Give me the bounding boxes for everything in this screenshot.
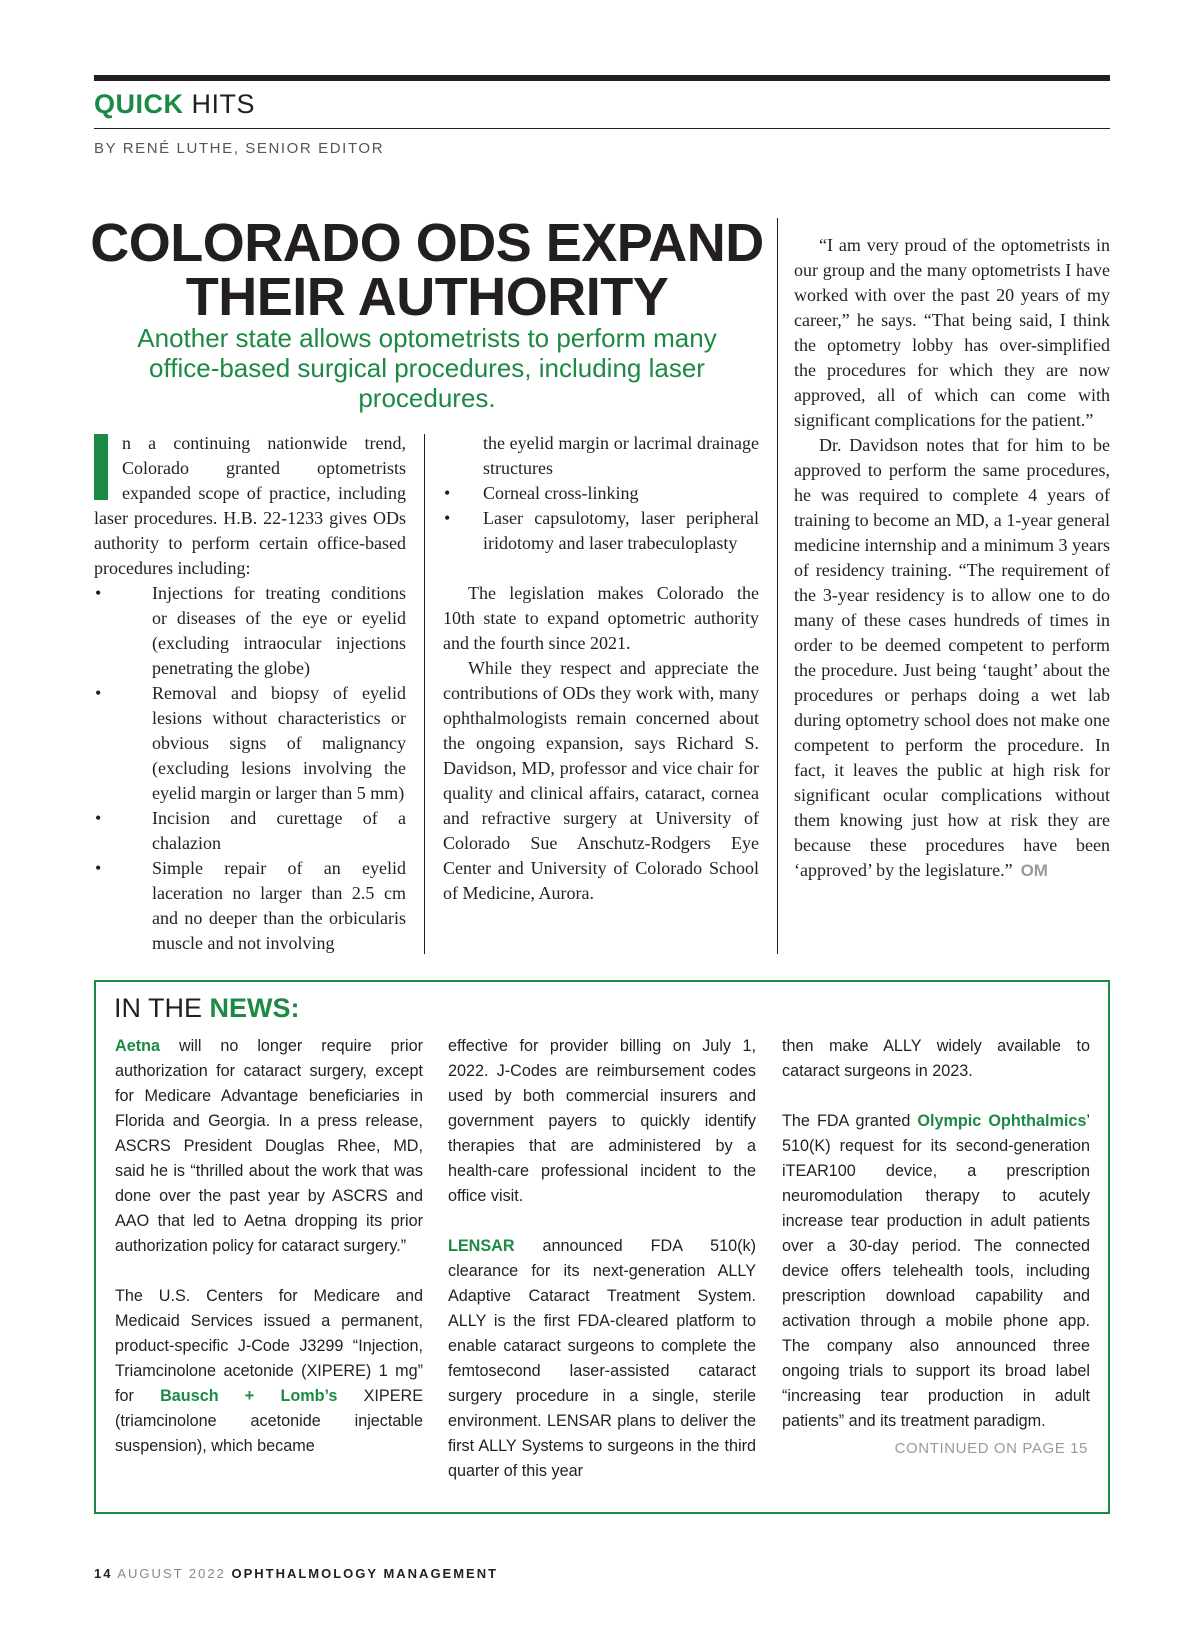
list-item: • Corneal cross-linking — [443, 481, 759, 506]
header-rule — [94, 128, 1110, 129]
column-divider — [777, 218, 778, 954]
company-name: Olympic Ophthalmics — [917, 1112, 1087, 1130]
intro-paragraph — [94, 431, 406, 581]
deck: Another state allows optometrists to perform many office-based surgical procedures, including laser procedures. — [137, 323, 717, 413]
byline: BY RENÉ LUTHE, SENIOR EDITOR — [94, 140, 385, 157]
issue-date: AUGUST 2022 — [117, 1566, 226, 1581]
company-name: Aetna — [115, 1037, 160, 1055]
list-item: • Incision and curettage of a chalazion — [94, 806, 406, 856]
top-rule — [94, 75, 1110, 81]
procedure-list-continued — [443, 481, 759, 556]
body-paragraph — [794, 433, 1110, 883]
headline — [90, 213, 764, 327]
news-column-2 — [448, 1034, 756, 1484]
news-text: announced FDA 510(k) clearance for its next-generation ALLY Adaptive Cataract Treatment System. ALLY is the first FDA-cleared platform to enable cataract surgeons to complete the femtosecond laser-assisted cataract surgery procedure in a single, sterile environment. LENSAR plans to deliver the first ALLY Systems to surgeons in the third quarter of this year — [448, 1237, 756, 1480]
news-column-3 — [782, 1034, 1090, 1461]
magazine-name: OPHTHALMOLOGY MANAGEMENT — [231, 1566, 499, 1581]
news-text: ’ 510(K) request for its second-generation iTEAR100 device, a prescription neuromodulation therapy to acutely increase tear production in adult patients over a 30-day period. The connected device offers telehealth tools, including prescription download capability and activation through a mobile phone app. The company also announced three ongoing trials to support its broad label “increasing tear production in adult patients” and its treatment paradigm. — [782, 1112, 1090, 1430]
news-item-aetna — [115, 1034, 423, 1259]
continued-link[interactable]: CONTINUED ON PAGE 15 — [894, 1440, 1088, 1457]
end-mark: OM — [1020, 861, 1048, 880]
company-name: Bausch + Lomb’s — [160, 1387, 338, 1405]
news-text: will no longer require prior authorization for cataract surgery, except for Medicare Advantage beneficiaries in Florida and Georgia. In a press release, ASCRS President Douglas Rhee, MD, said he is “thrilled about the work that was done over the past year by ASCRS and AAO that led to Aetna dropping its prior authorization policy for cataract surgery.” — [115, 1037, 423, 1255]
news-title-bold: NEWS: — [209, 993, 300, 1023]
procedure-list — [94, 581, 406, 956]
section-label-light: HITS — [191, 89, 256, 119]
list-item: • Simple repair of an eyelid laceration no larger than 2.5 cm and no deeper than the orbicularis muscle and not involving — [94, 856, 406, 956]
headline-line-2: THEIR AUTHORITY — [185, 267, 669, 327]
company-name: LENSAR — [448, 1237, 515, 1255]
article-column-3 — [794, 233, 1110, 883]
list-item: • Laser capsulotomy, laser peripheral iridotomy and laser trabeculoplasty — [443, 506, 759, 556]
news-text: The FDA granted — [782, 1112, 918, 1130]
list-item: • Removal and biopsy of eyelid lesions without characteristics or obvious signs of malignancy (excluding lesions involving the eyelid margin or larger than 5 mm) — [94, 681, 406, 806]
column-divider — [424, 434, 425, 954]
body-paragraph: “I am very proud of the optometrists in our group and the many optometrists I have worked with over the past 20 years of my career,” he says. “That being said, I think the optometry lobby has over-simplified the procedures for which they are now approved, all of which can come with significant complications for the patient.” — [794, 235, 1110, 430]
list-item: • Injections for treating conditions or diseases of the eye or eyelid (excluding intraocular injections penetrating the globe) — [94, 581, 406, 681]
drop-cap-bar — [94, 434, 108, 500]
body-paragraph: The legislation makes Colorado the 10th state to expand optometric authority and the fourth since 2021. — [443, 583, 759, 653]
section-label — [94, 88, 255, 120]
page-number: 14 — [94, 1566, 113, 1581]
news-item-olympic — [782, 1109, 1090, 1434]
article-column-2 — [443, 431, 759, 906]
intro-text: n a continuing nationwide trend, Colorado granted optometrists expanded scope of practice, including laser procedures. H.B. 22-1233 gives ODs authority to perform certain office-based procedures including: — [94, 433, 406, 578]
news-title-light: IN THE — [114, 993, 203, 1023]
news-item-cms-continued: effective for provider billing on July 1, 2022. J-Codes are reimbursement codes used by both commercial insurers and government payers to quickly identify therapies that are administered by a health-care professional incident to the office visit. — [448, 1037, 756, 1205]
news-title — [114, 992, 300, 1024]
body-text: Dr. Davidson notes that for him to be approved to perform the same procedures, he was required to complete 4 years of training to become an MD, a 1-year general medicine internship and a minimum 3 years of residency training. “The requirement of the 3-year residency is to allow one to do many of these cases hundreds of times in order to be deemed competent to perform the procedure. Just being ‘taught’ about the procedures or perhaps doing a wet lab during optometry school does not make one competent to perform the procedure. In fact, it leaves the public at high risk for significant ocular complications without them knowing just how at risk they are because these procedures have been ‘approved’ by the legislature.” — [794, 435, 1110, 880]
body-paragraph: While they respect and appreciate the contributions of ODs they work with, many ophthalmologists remain concerned about the ongoing expansion, says Richard S. Davidson, MD, professor and vice chair for quality and clinical affairs, cataract, cornea and refractive surgery at University of Colorado Sue Anschutz-Rodgers Eye Center and University of Colorado School of Medicine, Aurora. — [443, 658, 759, 903]
news-text: XIPERE (triamcinolone acetonide injectable suspension), which became — [115, 1387, 423, 1455]
article-column-1 — [94, 431, 406, 956]
list-item-continued: the eyelid margin or lacrimal drainage structures — [483, 433, 759, 478]
page-footer — [94, 1566, 498, 1581]
news-item-lensar — [448, 1234, 756, 1484]
section-label-bold: QUICK — [94, 89, 184, 119]
news-item-cms — [115, 1284, 423, 1459]
news-text: The U.S. Centers for Medicare and Medicaid Services issued a permanent, product-specific J-Code J3299 “Injection, Triamcinolone acetonide (XIPERE) 1 mg” for — [115, 1287, 423, 1405]
headline-line-1: COLORADO ODS EXPAND — [90, 213, 764, 273]
news-column-1 — [115, 1034, 423, 1459]
news-item-lensar-continued: then make ALLY widely available to cataract surgeons in 2023. — [782, 1037, 1090, 1080]
